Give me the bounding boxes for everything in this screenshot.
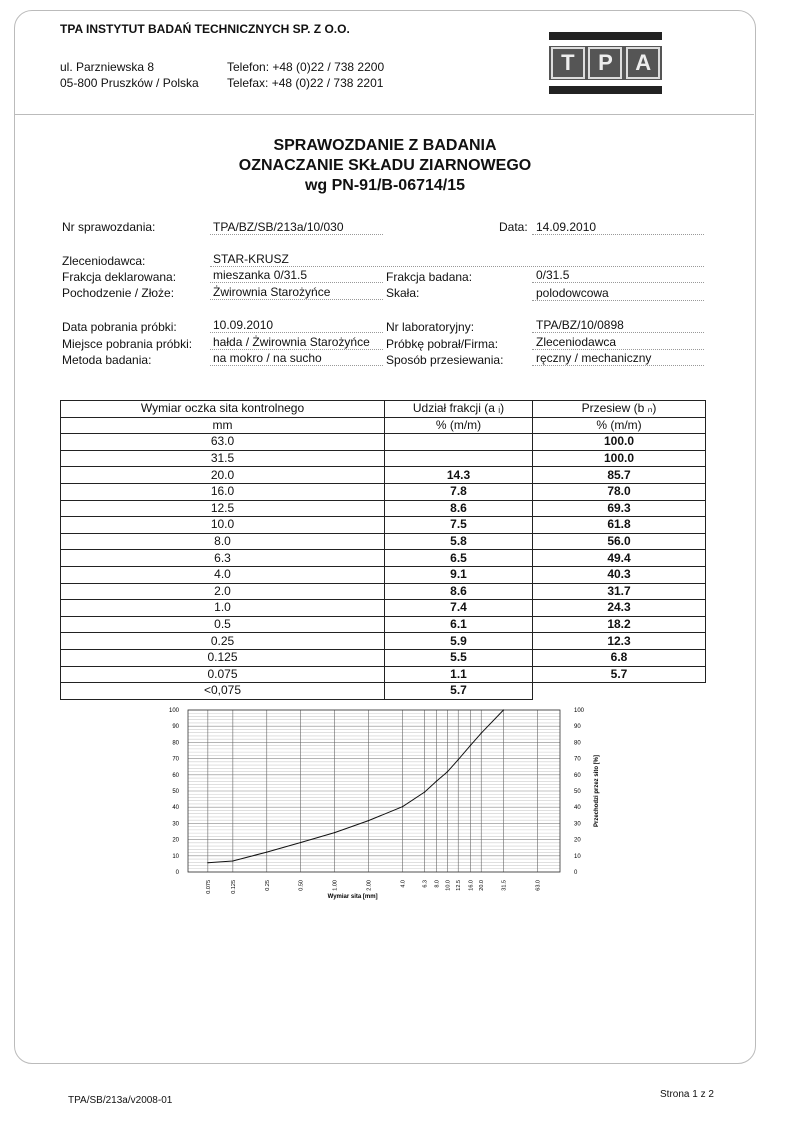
data-point [368,820,369,821]
sampled-by: Zleceniodawca [536,335,617,349]
y-tick-label-right: 50 [574,789,581,795]
cell-passing: 18.2 [533,616,706,633]
cell-passing: 12.3 [533,633,706,650]
x-tick-label: 63.0 [535,880,542,891]
logo-letter-t: T [551,47,585,79]
cell-fraction: 7.5 [385,517,533,534]
cell-sieve: 20.0 [61,467,385,484]
cell-fraction: 1.1 [385,666,533,683]
x-tick-label: 0.25 [264,880,271,891]
data-point [470,745,471,746]
sieving: ręczny / mechaniczny [536,351,652,365]
y-tick-label-right: 30 [574,821,581,828]
y-tick-label-left: 80 [172,740,179,747]
fraction-tested-label: Frakcja badana: [386,270,473,284]
table-row [61,450,706,467]
y-tick-label-right: 60 [574,772,581,779]
y-tick-label-right: 80 [574,740,581,747]
col-header-fraction: Udział frakcji (a ᵢ) [385,401,533,418]
y-tick-label-right: 10 [574,853,581,860]
data-point [232,860,233,861]
cell-passing: 78.0 [533,483,706,500]
cell-fraction: 8.6 [385,583,533,600]
origin: Żwirownia Starożyńce [213,285,331,299]
cell-passing: 31.7 [533,583,706,600]
address-line2: 05-800 Pruszków / Polska [60,76,199,90]
method: na mokro / na sucho [213,351,322,365]
cell-passing [533,683,706,700]
cell-sieve: 31.5 [61,450,385,467]
report-title: SPRAWOZDANIE Z BADANIA [273,137,497,154]
data-point [266,851,267,852]
cell-fraction: 6.1 [385,616,533,633]
cell-fraction [385,434,533,451]
fraction-declared-label: Frakcja deklarowana: [62,270,177,284]
tpa-logo [549,32,662,96]
cell-fraction: 7.8 [385,483,533,500]
cell-passing: 49.4 [533,550,706,567]
table-row [61,483,706,500]
y-axis-label: Przechodzi przez sito [%] [594,754,600,828]
cell-passing: 61.8 [533,517,706,534]
table-row [61,633,706,650]
y-tick-label-right: 70 [574,756,581,763]
x-tick-label: 10.0 [445,880,452,891]
report-date: 14.09.2010 [536,220,597,234]
x-axis-label: Wymiar sita [mm] [327,894,378,900]
report-no: TPA/BZ/SB/213a/10/030 [213,220,344,234]
y-tick-label-left: 0 [175,870,179,876]
cell-sieve: 16.0 [61,483,385,500]
table-row [61,600,706,617]
client: STAR-KRUSZ [213,252,289,266]
form-code: TPA/SB/213a/v2008-01 [68,1095,173,1106]
cell-sieve: 0.125 [61,649,385,666]
table-row [61,467,706,484]
y-tick-label-left: 70 [172,756,179,763]
address-line1: ul. Parzniewska 8 [60,60,155,74]
y-tick-label-left: 50 [172,789,179,795]
cell-fraction: 6.5 [385,550,533,567]
cell-passing: 6.8 [533,649,706,666]
cell-fraction: 9.1 [385,566,533,583]
data-point [300,842,301,843]
table-row [61,583,706,600]
cell-fraction [385,450,533,467]
data-point [402,806,403,807]
cell-sieve: 12.5 [61,500,385,517]
y-tick-label-left: 20 [172,837,179,844]
cell-fraction: 5.9 [385,633,533,650]
col-header-passing: Przesiew (b ₙ) [533,401,706,418]
table-unit-row [61,417,706,434]
x-tick-label: 16.0 [468,880,475,891]
cell-passing: 56.0 [533,533,706,550]
logo-letter-a: A [626,47,660,79]
x-tick-label: 0.50 [298,880,305,891]
col-header-sieve: Wymiar oczka sita kontrolnego [61,401,385,418]
table-header-row [61,401,706,418]
client-label: Zleceniodawca: [62,254,146,268]
phone: Telefon: +48 (0)22 / 738 2200 [227,60,385,74]
x-tick-label: 0.125 [230,880,237,894]
cell-sieve: 10.0 [61,517,385,534]
data-point [436,781,437,782]
report-standard: wg PN-91/B-06714/15 [304,177,466,194]
data-point [447,771,448,772]
cell-passing: 69.3 [533,500,706,517]
y-tick-label-right: 40 [574,805,581,812]
cell-sieve: 6.3 [61,550,385,567]
data-point [424,791,425,792]
fax: Telefax: +48 (0)22 / 738 2201 [227,76,384,90]
report-subtitle: OZNACZANIE SKŁADU ZIARNOWEGO [238,157,532,174]
date-label: Data: [499,220,528,234]
data-point [481,733,482,734]
x-tick-label: 6.3 [422,880,429,888]
cell-sieve: 2.0 [61,583,385,600]
table-row [61,683,706,700]
col-unit-sieve: mm [61,417,385,434]
cell-fraction: 7.4 [385,600,533,617]
col-unit-passing: % (m/m) [533,417,706,434]
cell-fraction: 14.3 [385,467,533,484]
cell-sieve: <0,075 [61,683,385,700]
col-unit-fraction: % (m/m) [385,417,533,434]
y-tick-label-left: 90 [172,724,179,731]
lab-no-label: Nr laboratoryjny: [386,320,475,334]
sampling-place-label: Miejsce pobrania próbki: [62,337,193,351]
y-tick-label-left: 40 [172,805,179,812]
cell-passing: 100.0 [533,434,706,451]
report-no-label: Nr sprawozdania: [62,220,156,234]
y-tick-label-right: 100 [574,708,585,714]
table-row [61,616,706,633]
table-row [61,434,706,451]
header-divider [14,114,754,115]
sampled-by-label: Próbkę pobrał/Firma: [386,337,499,351]
company-name: TPA INSTYTUT BADAŃ TECHNICZNYCH SP. Z O.O. [60,22,350,36]
cell-passing: 85.7 [533,467,706,484]
x-tick-label: 31.5 [501,880,508,891]
sieve-analysis-table [60,400,706,700]
rock-label: Skała: [386,286,420,300]
fraction-tested: 0/31.5 [536,268,570,282]
rock: polodowcowa [536,286,609,300]
y-tick-label-left: 10 [172,853,179,860]
cell-sieve: 0.25 [61,633,385,650]
cell-fraction: 5.8 [385,533,533,550]
cell-passing: 40.3 [533,566,706,583]
y-tick-label-right: 90 [574,724,581,731]
table-row [61,533,706,550]
data-point [503,709,504,710]
cell-sieve: 4.0 [61,566,385,583]
sampling-place: hałda / Żwirownia Starożyńce [213,335,370,349]
page-number: Strona 1 z 2 [660,1089,714,1100]
logo-letter-p: P [588,47,622,79]
x-tick-label: 0.075 [205,880,212,894]
y-tick-label-right: 20 [574,837,581,844]
fraction-declared: mieszanka 0/31.5 [213,268,308,282]
method-label: Metoda badania: [62,353,152,367]
cell-sieve: 1.0 [61,600,385,617]
x-tick-label: 8.0 [434,880,441,888]
cell-fraction: 5.7 [385,683,533,700]
cell-fraction: 8.6 [385,500,533,517]
sampling-date-label: Data pobrania próbki: [62,320,177,334]
table-row [61,566,706,583]
table-row [61,666,706,683]
table-row [61,517,706,534]
y-tick-label-right: 0 [574,870,578,876]
cell-passing: 100.0 [533,450,706,467]
x-tick-label: 4.0 [400,880,407,888]
cell-sieve: 63.0 [61,434,385,451]
y-tick-label-left: 100 [168,708,179,714]
cell-sieve: 0.5 [61,616,385,633]
table-row [61,500,706,517]
x-tick-label: 1.00 [332,880,339,891]
table-row [61,649,706,666]
y-tick-label-left: 60 [172,772,179,779]
cell-fraction: 5.5 [385,649,533,666]
x-tick-label: 12.5 [456,880,463,891]
cell-passing: 24.3 [533,600,706,617]
data-point [458,759,459,760]
lab-no: TPA/BZ/10/0898 [536,318,624,332]
grading-curve-chart [160,700,620,905]
table-row [61,550,706,567]
sieving-label: Sposób przesiewania: [386,353,504,367]
data-point [207,862,208,863]
cell-sieve: 8.0 [61,533,385,550]
cell-sieve: 0.075 [61,666,385,683]
data-point [334,832,335,833]
y-tick-label-left: 30 [172,821,179,828]
origin-label: Pochodzenie / Złoże: [62,286,175,300]
x-tick-label: 2.00 [366,880,373,891]
cell-passing: 5.7 [533,666,706,683]
sampling-date: 10.09.2010 [213,318,274,332]
x-tick-label: 20.0 [479,880,486,891]
